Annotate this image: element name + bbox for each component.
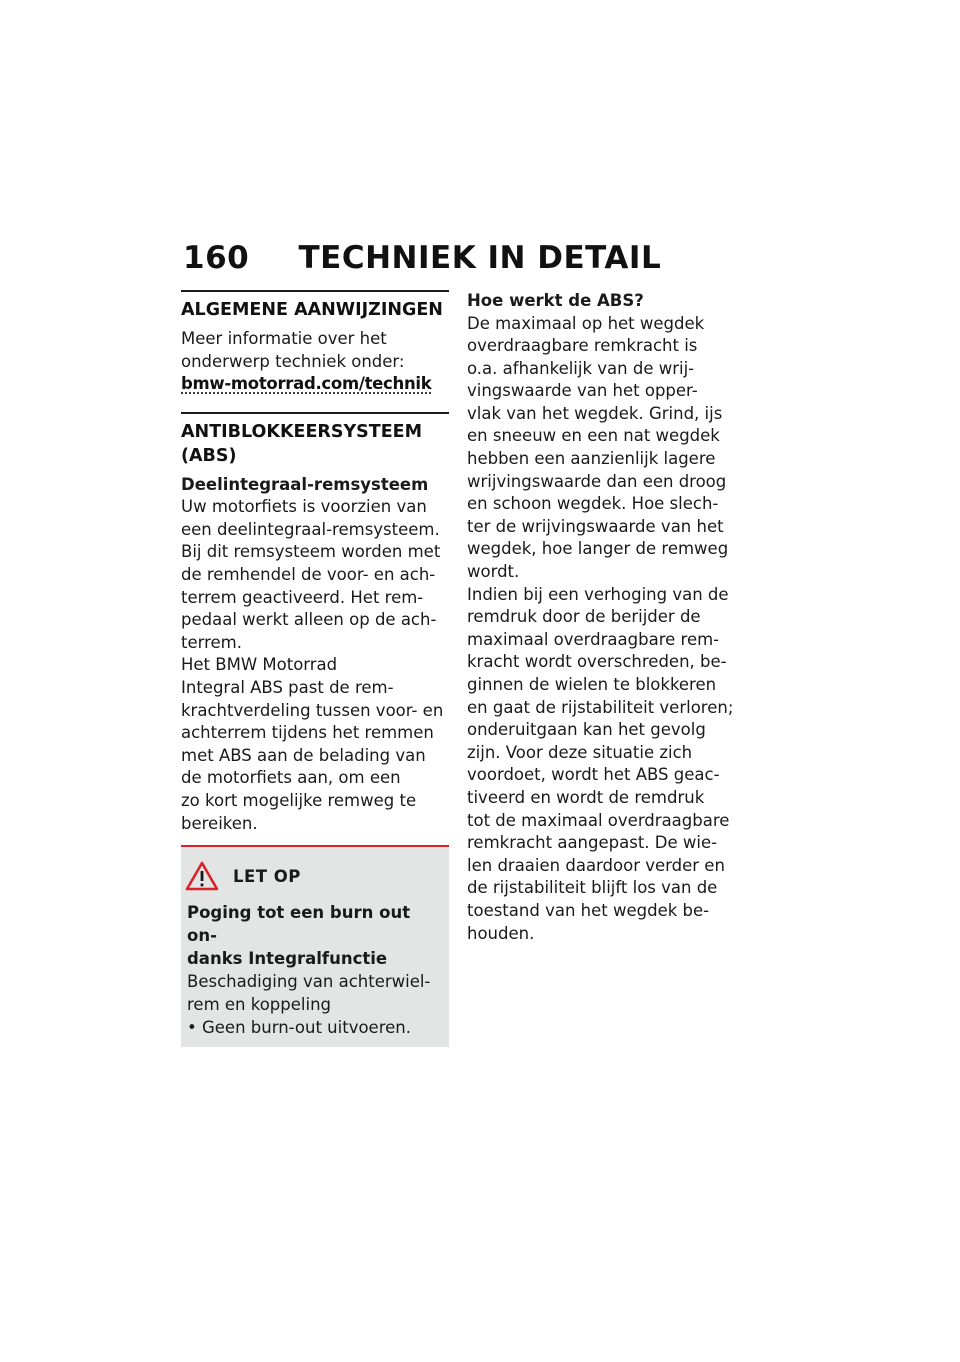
abs-how-paragraph-2: Indien bij een verhoging van de remdruk door de berijder de maximaal overdraagbare rem- kracht wordt overschreden, be- ginnen de wielen te blokkeren en gaat de rijstabiliteit verloren; onderuitgaan kan het gevolg zijn. Voor deze situatie zich voordoet, wordt het ABS geac- tiveerd en wordt de remdruk tot de maximaal overdraagbare remkracht aangepast. De wie- len draaien daardoor verder en de rijstabiliteit blijft los van de toestand van het wegdek be- houden.	[467, 584, 734, 943]
abs-paragraph-2: Het BMW Motorrad Integral ABS past de rem- krachtverdeling tussen voor- en achterrem tijdens het remmen met ABS aan de belading van de motorfiets aan, om een zo kort mogelijke remweg te bereiken.	[181, 655, 444, 833]
abs-how-subhead: Hoe werkt de ABS?	[467, 291, 644, 310]
section-divider	[181, 290, 449, 292]
section-divider	[181, 412, 449, 414]
general-info-text: Meer informatie over het onderwerp techniek onder:	[181, 329, 405, 371]
abs-subhead: Deelintegraal-remsysteem	[181, 474, 429, 494]
warning-triangle-icon	[185, 861, 219, 891]
warning-header	[187, 861, 441, 891]
left-column	[181, 290, 449, 1047]
warning-heading: Poging tot een burn out on- danks Integralfunctie	[187, 903, 411, 969]
abs-how-paragraph-1: De maximaal op het wegdek overdraagbare remkracht is o.a. afhankelijk van de wrij- vingswaarde van het opper- vlak van het wegdek. Grind, ijs en sneeuw en een nat wegdek hebben een aanzienlijk lagere wrijvingswaarde dan een droog en schoon wegdek. Hoe slech- ter de wrijvingswaarde van het wegdek, hoe langer de remweg wordt.	[467, 313, 729, 582]
technik-link[interactable]: bmw-motorrad.com/technik	[181, 374, 432, 394]
abs-paragraph-1: Uw motorfiets is voorzien van een deelintegraal-remsysteem. Bij dit remsysteem worden met de remhendel de voor- en ach- terrem geactiveerd. Het rem- pedaal werkt alleen op de ach- terrem.	[181, 497, 441, 652]
warning-label: LET OP	[233, 866, 301, 886]
page-number: 160	[183, 240, 250, 276]
warning-box	[181, 845, 449, 1047]
right-column	[467, 290, 743, 945]
warning-consequence: Beschadiging van achterwiel- rem en koppeling	[187, 972, 431, 1015]
abs-section-title: ANTIBLOKKEERSYSTEEM (ABS)	[181, 421, 423, 466]
page-header	[183, 240, 661, 276]
general-section-title: ALGEMENE AANWIJZINGEN	[181, 300, 443, 320]
chapter-title: TECHNIEK IN DETAIL	[298, 240, 662, 276]
warning-action: • Geen burn-out uitvoeren.	[187, 1018, 411, 1038]
